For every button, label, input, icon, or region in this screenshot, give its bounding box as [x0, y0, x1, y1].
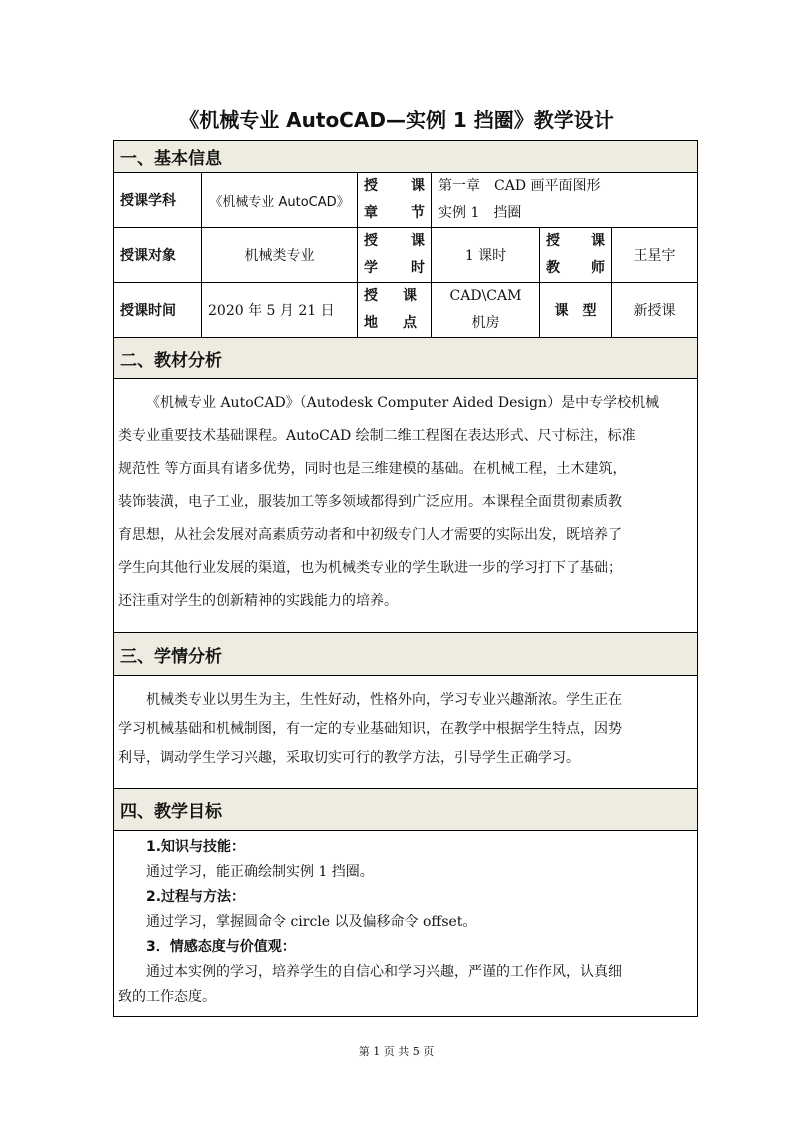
- page-title: 《机械专业 AutoCAD—实例 1 挡圈》教学设计: [179, 108, 614, 132]
- chapter-value: 实例 1 挡圈: [438, 205, 522, 221]
- label-char: 授: [364, 178, 378, 194]
- paragraph-line: 学习机械基础和机械制图，有一定的专业基础知识，在教学中根据学生特点，因势: [118, 720, 622, 737]
- teacher-value: 王星宇: [612, 228, 698, 283]
- page-number: 第 1 页 共 5 页: [358, 1045, 435, 1058]
- type-label: 课 型: [540, 283, 612, 338]
- place-value: 机房: [471, 315, 500, 331]
- paragraph-line: 规范性 等方面具有诸多优势，同时也是三维建模的基础。在机械工程，土木建筑，: [118, 461, 627, 477]
- label-char: 授: [364, 233, 378, 249]
- place-value: CAD\CAM: [449, 288, 522, 304]
- goal-text: 通过学习，能正确绘制实例 1 挡圈。: [146, 864, 374, 880]
- label-char: 节: [411, 205, 425, 221]
- label-char: 章: [364, 205, 378, 221]
- lesson-table: [113, 140, 698, 1017]
- label-char: 点: [403, 315, 417, 331]
- label-char: 地: [364, 315, 378, 331]
- target-label: 授课对象: [114, 228, 202, 283]
- goal-text: 通过本实例的学习，培养学生的自信心和学习兴趣，严谨的工作作风，认真细: [146, 964, 622, 980]
- subject-value: 《机械专业 AutoCAD》: [202, 173, 358, 228]
- label-char: 授: [364, 288, 378, 304]
- label-char: 课: [591, 233, 605, 249]
- goal-heading: 1.知识与技能：: [146, 839, 246, 855]
- paragraph-line: 类专业重要技术基础课程。AutoCAD 绘制二维工程图在表达形式、尺寸标注，标准: [118, 428, 636, 444]
- paragraph-line: 育思想，从社会发展对高素质劳动者和中初级专门人才需要的实际出发，既培养了: [118, 527, 622, 543]
- section-header: 四、教学目标: [114, 789, 698, 831]
- section-header: 二、教材分析: [114, 338, 698, 379]
- section-header: 三、学情分析: [114, 633, 698, 676]
- label-char: 课: [411, 233, 425, 249]
- paragraph-line: 还注重对学生的创新精神的实践能力的培养。: [118, 593, 398, 609]
- goal-text: 通过学习，掌握圆命令 circle 以及偏移命令 offset。: [146, 914, 477, 930]
- subject-label: 授课学科: [114, 173, 202, 228]
- label-char: 时: [411, 260, 425, 276]
- label-char: 课: [403, 288, 417, 304]
- type-value: 新授课: [612, 283, 698, 338]
- paragraph-line: 《机械专业 AutoCAD》（Autodesk Computer Aided Design）是中专学校机械: [146, 395, 660, 411]
- time-label: 授课时间: [114, 283, 202, 338]
- paragraph-line: 利导，调动学生学习兴趣，采取切实可行的教学方法，引导学生正确学习。: [118, 749, 580, 766]
- goal-text: 致的工作态度。: [118, 989, 216, 1005]
- time-value: 2020 年 5 月 21 日: [202, 283, 358, 338]
- goal-heading: 3．情感态度与价值观：: [146, 939, 296, 955]
- hours-value: 1 课时: [432, 228, 540, 283]
- target-value: 机械类专业: [202, 228, 358, 283]
- paragraph-line: 学生向其他行业发展的渠道，也为机械类专业的学生耿进一步的学习打下了基础；: [118, 560, 622, 576]
- goal-heading: 2.过程与方法：: [146, 889, 246, 905]
- label-char: 教: [546, 260, 560, 276]
- label-char: 授: [546, 233, 560, 249]
- section-header: 一、基本信息: [114, 141, 698, 173]
- label-char: 学: [364, 260, 378, 276]
- chapter-value: 第一章 CAD 画平面图形: [438, 178, 601, 194]
- paragraph-line: 机械类专业以男生为主，生性好动，性格外向，学习专业兴趣渐浓。学生正在: [146, 691, 622, 708]
- label-char: 师: [591, 260, 605, 276]
- paragraph-line: 装饰装潢，电子工业，服装加工等多领域都得到广泛应用。本课程全面贯彻素质教: [118, 494, 622, 510]
- label-char: 课: [411, 178, 425, 194]
